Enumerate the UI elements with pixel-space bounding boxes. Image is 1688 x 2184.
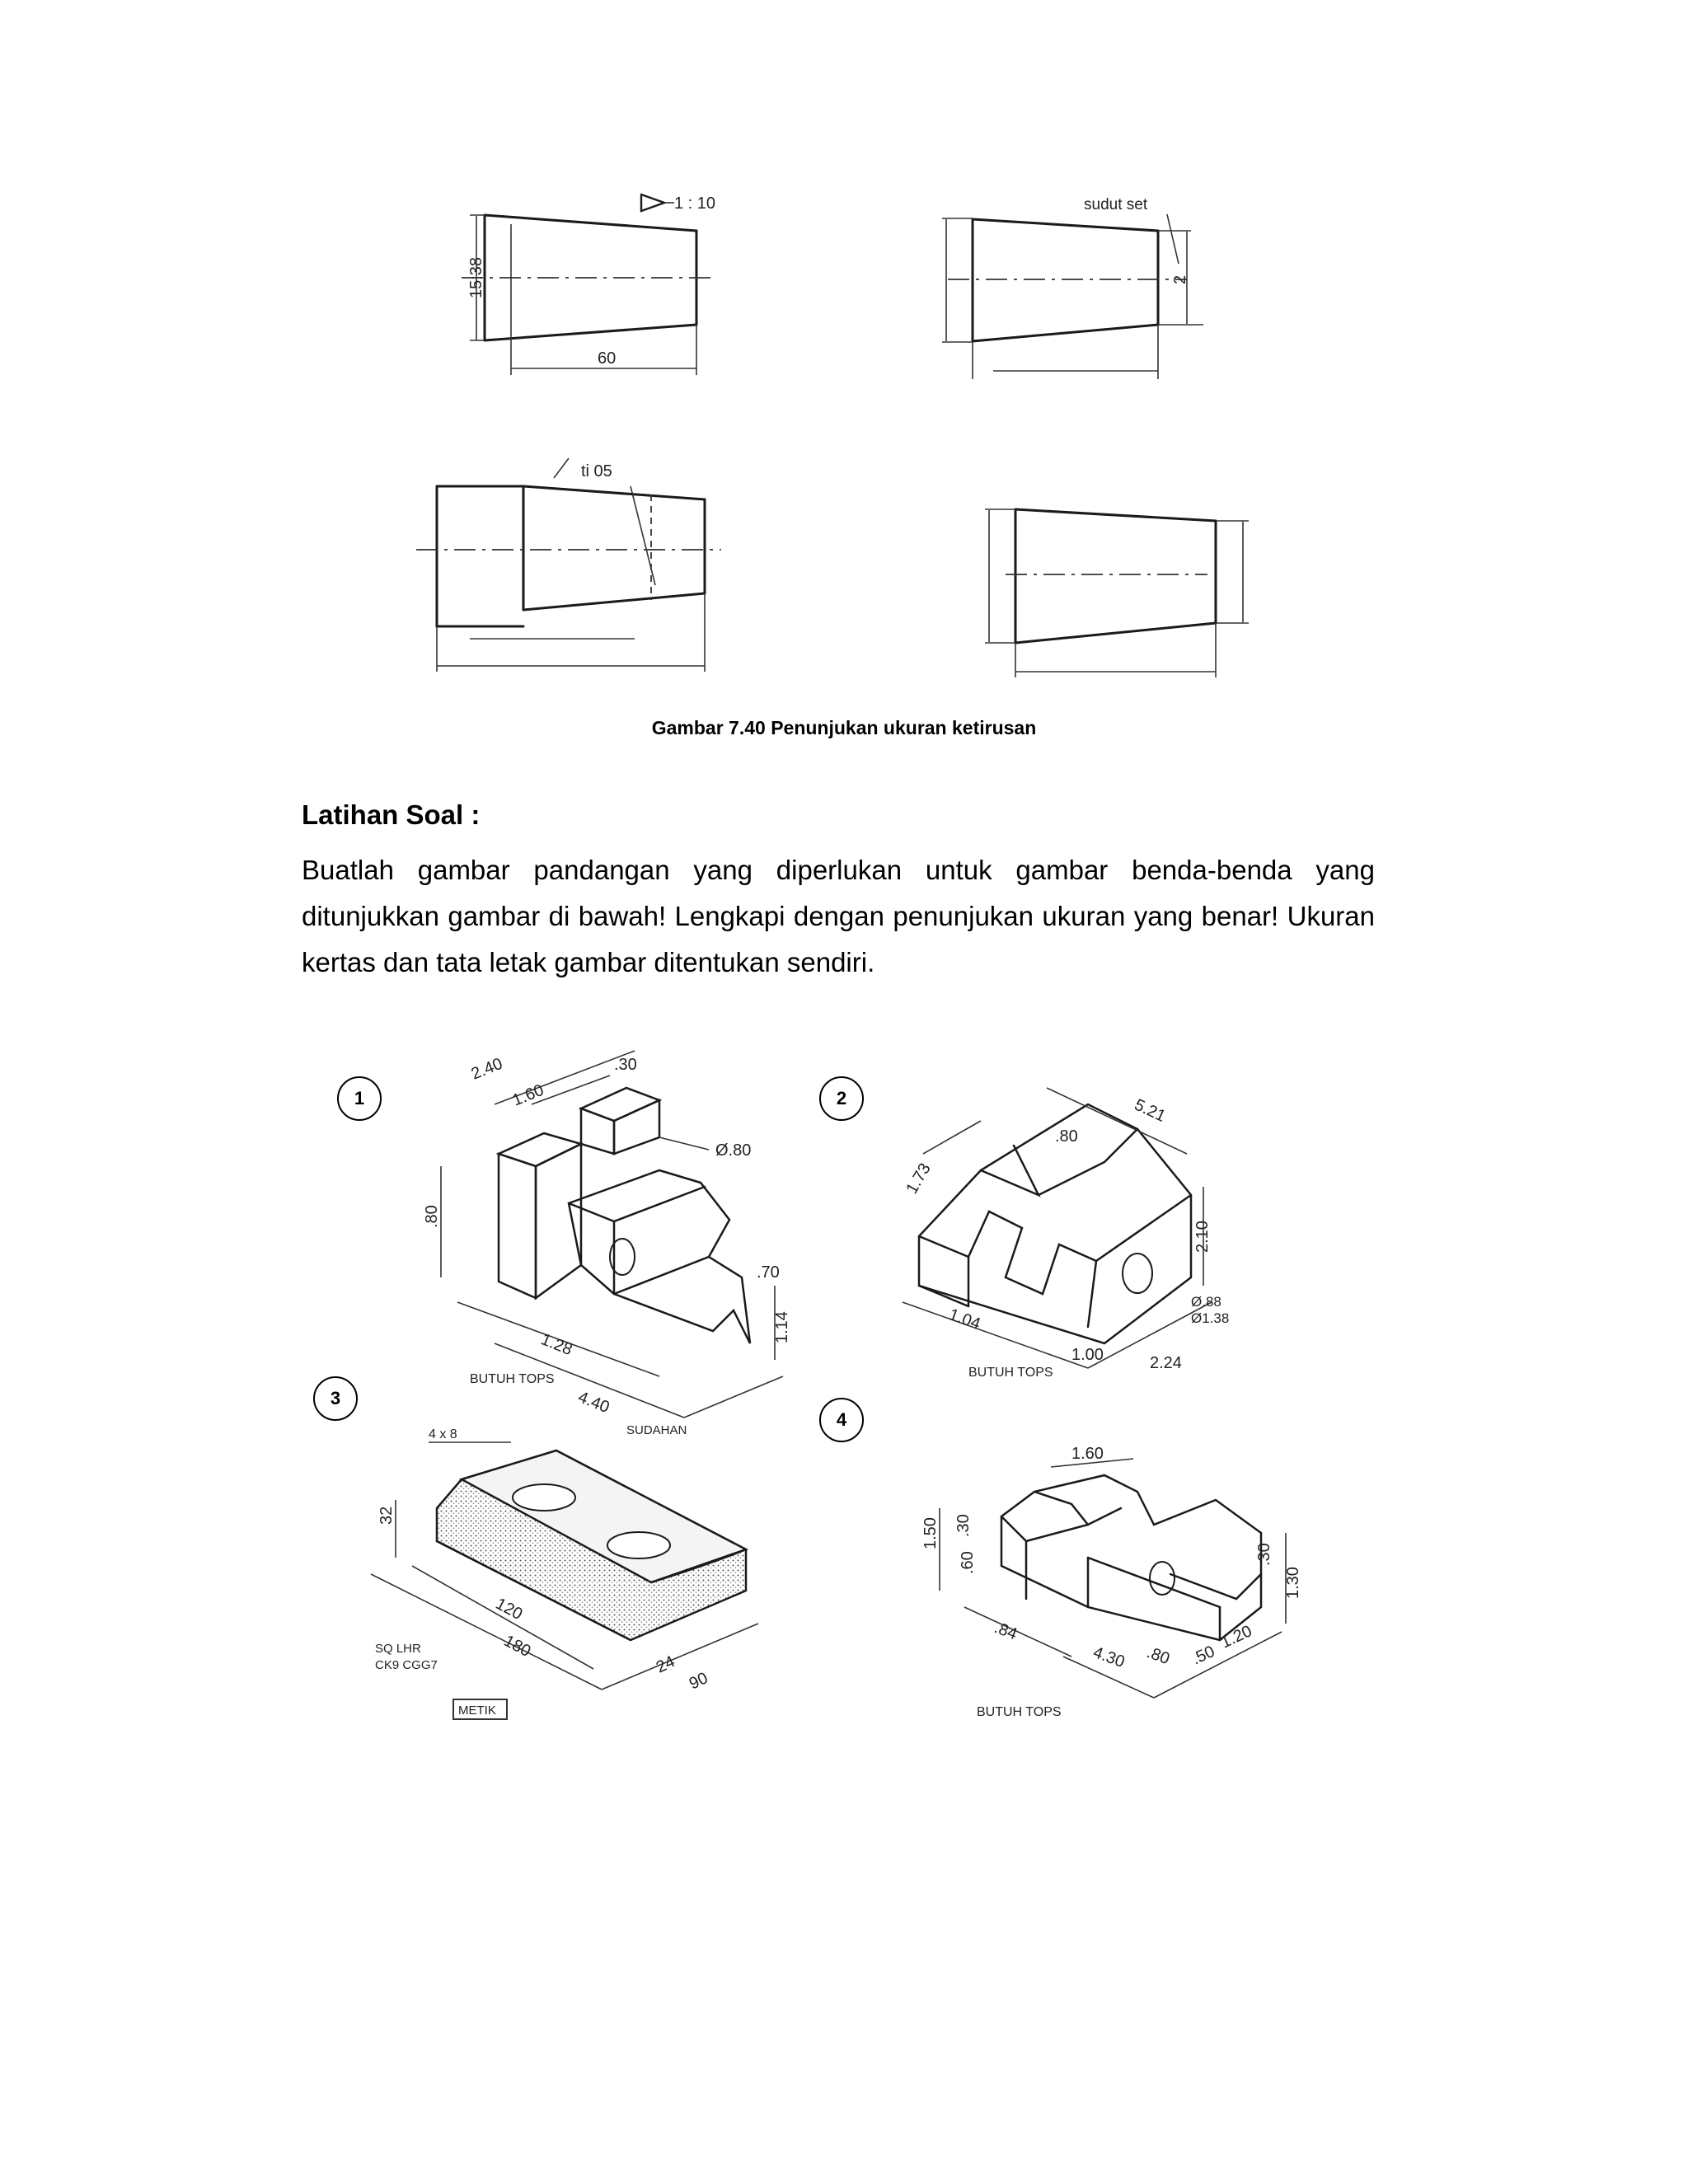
metik-badge: METIK [458, 1704, 496, 1718]
figure-caption: Gambar 7.40 Penunjukan ukuran ketirusan [651, 717, 1037, 738]
taper-drawing-3 [416, 458, 721, 672]
taper-drawing-1 [462, 194, 717, 375]
small-diameter-label: 2 [1171, 274, 1189, 284]
svg-text:24: 24 [653, 1652, 678, 1677]
svg-text:2.24: 2.24 [1150, 1354, 1182, 1372]
svg-text:1.28: 1.28 [538, 1330, 575, 1360]
svg-text:Ø.80: Ø.80 [715, 1141, 752, 1160]
figure-number-2: 2 [819, 1076, 864, 1121]
svg-text:2.10: 2.10 [1193, 1221, 1212, 1253]
svg-text:.70: .70 [757, 1263, 780, 1282]
exercise-figure-1 [423, 1051, 791, 1418]
svg-text:BUTUH TOPS: BUTUH TOPS [968, 1366, 1053, 1380]
svg-text:.30: .30 [1255, 1543, 1273, 1566]
exercise-body: Buatlah gambar pandangan yang diperlukan untuk gambar benda-benda yang ditunjukkan gambar di bawah! Lengkapi dengan penunjukan ukuran yang benar! Ukuran kertas dan tata letak gambar ditentukan sendiri. [302, 855, 1375, 977]
exercise-figure-2 [903, 1088, 1229, 1380]
exercise-heading: Latihan Soal : [302, 799, 481, 830]
fig3-label: ti 05 [581, 462, 612, 480]
svg-text:1.60: 1.60 [1071, 1445, 1104, 1463]
svg-text:.50: .50 [1189, 1642, 1218, 1669]
svg-text:4.40: 4.40 [575, 1388, 612, 1418]
svg-text:Ø1.38: Ø1.38 [1191, 1310, 1230, 1326]
exercise-figure-4 [921, 1445, 1302, 1719]
svg-text:.80: .80 [1144, 1643, 1172, 1669]
svg-text:1.04: 1.04 [946, 1305, 983, 1334]
diameter-label: 15:38 [467, 256, 485, 298]
svg-text:BUTUH TOPS: BUTUH TOPS [470, 1372, 555, 1386]
taper-drawings [0, 0, 1688, 709]
svg-text:90: 90 [686, 1669, 711, 1694]
svg-text:120: 120 [492, 1594, 526, 1624]
svg-text:1.60: 1.60 [509, 1080, 546, 1110]
svg-text:.80: .80 [1055, 1127, 1078, 1146]
svg-text:1.00: 1.00 [1071, 1346, 1104, 1364]
figure-number-3: 3 [313, 1376, 358, 1421]
svg-text:SUDAHAN: SUDAHAN [626, 1423, 687, 1437]
length-label: 60 [598, 349, 617, 368]
svg-text:.30: .30 [614, 1056, 637, 1074]
svg-text:4.30: 4.30 [1090, 1643, 1128, 1672]
svg-text:5.21: 5.21 [1131, 1095, 1169, 1126]
svg-text:4 x 8: 4 x 8 [429, 1427, 457, 1441]
svg-text:1.73: 1.73 [903, 1160, 935, 1197]
svg-text:1.50: 1.50 [921, 1517, 940, 1549]
svg-text:.80: .80 [423, 1205, 441, 1228]
taper-drawing-4 [985, 509, 1249, 677]
taper-drawing-2 [942, 196, 1203, 379]
svg-text:32: 32 [377, 1506, 396, 1525]
svg-text:Ø.88: Ø.88 [1191, 1294, 1221, 1310]
angle-label: sudut set [1084, 196, 1148, 213]
svg-text:BUTUH TOPS: BUTUH TOPS [977, 1705, 1062, 1719]
svg-text:1.14: 1.14 [773, 1311, 791, 1343]
svg-text:1.20: 1.20 [1217, 1622, 1255, 1652]
taper-ratio-label: 1 : 10 [674, 194, 716, 213]
svg-text:.84: .84 [992, 1619, 1020, 1644]
figure-number-1: 1 [337, 1076, 382, 1121]
exercise-figure-3 [371, 1423, 758, 1719]
svg-text:CK9 CGG7: CK9 CGG7 [375, 1658, 438, 1672]
svg-text:180: 180 [500, 1631, 534, 1661]
figure-number-4: 4 [819, 1398, 864, 1442]
svg-text:1.30: 1.30 [1284, 1567, 1302, 1599]
svg-text:.60: .60 [959, 1551, 977, 1574]
svg-text:2.40: 2.40 [468, 1054, 505, 1084]
svg-text:SQ LHR: SQ LHR [375, 1642, 421, 1656]
svg-text:.30: .30 [954, 1514, 973, 1537]
